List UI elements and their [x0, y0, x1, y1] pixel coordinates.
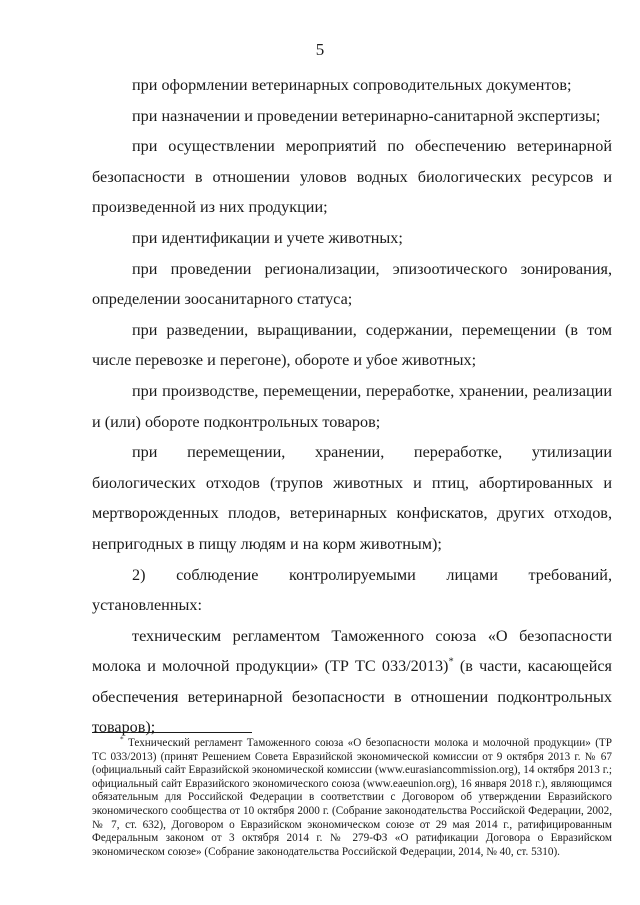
- paragraph-animal-identification: при идентификации и учете животных;: [132, 228, 403, 247]
- page-number: 5: [315, 40, 325, 59]
- paragraph-biological-waste: при перемещении, хранении, переработке, утилизации биологических отходов (трупов животных и птиц, абортированных и мертворожденных плодов, ветеринарных конфискатов, других отходов, непригодных в пищу людям и на корм животным);: [92, 443, 612, 553]
- paragraph-veterinary-documents: при оформлении ветеринарных сопроводительных документов;: [132, 76, 572, 94]
- paragraph-aquatic-resources: при осуществлении мероприятий по обеспечению ветеринарной безопасности в отношении уловов водных биологических ресурсов и произведенной из них продукции;: [92, 137, 612, 217]
- paragraph-compliance-requirements: 2) соблюдение контролируемыми лицами требований, установленных:: [92, 565, 612, 615]
- regulation-text: техническим регламентом Таможенного союза «О безопасности молока и молочной продукции» (ТР ТС 033/2013): [92, 626, 612, 676]
- footnote: [92, 737, 612, 859]
- regulation-text-continued: (в части, касающейся обеспечения ветеринарной безопасности в отношении подконтрольных товаров);: [92, 657, 612, 737]
- paragraph-regionalization: при проведении регионализации, эпизоотического зонирования, определении зоосанитарного статуса;: [92, 259, 612, 309]
- footnote-reference-mark[interactable]: *: [448, 656, 454, 668]
- paragraph-sanitary-examination: при назначении и проведении ветеринарно-санитарной экспертизы;: [132, 106, 601, 125]
- footnote-mark: *: [120, 735, 124, 744]
- document-body: [92, 70, 612, 743]
- footnote-separator: [92, 732, 252, 733]
- paragraph-animal-breeding: при разведении, выращивании, содержании, перемещении (в том числе перевозке и перегоне), обороте и убое животных;: [92, 320, 612, 370]
- paragraph-technical-regulation: [92, 621, 612, 743]
- footnote-text: Технический регламент Таможенного союза «О безопасности молока и молочной продукции» (ТР ТС 033/2013) (принят Решением Совета Евразийской экономической комиссии от 9 октября 2013 г. № 67 (официальный сайт Евразийской экономической комиссии (www.eurasiancommission.org), 14 октября 2013 г.; официальный сайт Евразийского экономического союза (www.eaeunion.org), 16 января 2018 г.), являющимся обязательным для Российской Федерации в соответствии с Договором об утверждении Евразийского экономического сообщества от 10 октября 2000 г. (Собрание законодательства Российской Федерации, 2002, № 7, ст. 632), Договором о Евразийском экономическом союзе от 29 мая 2014 г., ратифицированным Федеральным законом от 3 октября 2014 г. № 279-ФЗ «О ратификации Договора о Евразийском экономическом союзе» (Собрание законодательства Российской Федерации, 2014, № 40, ст. 5310).: [92, 737, 612, 858]
- paragraph-controlled-goods: при производстве, перемещении, переработке, хранении, реализации и (или) обороте подконтрольных товаров;: [92, 381, 612, 431]
